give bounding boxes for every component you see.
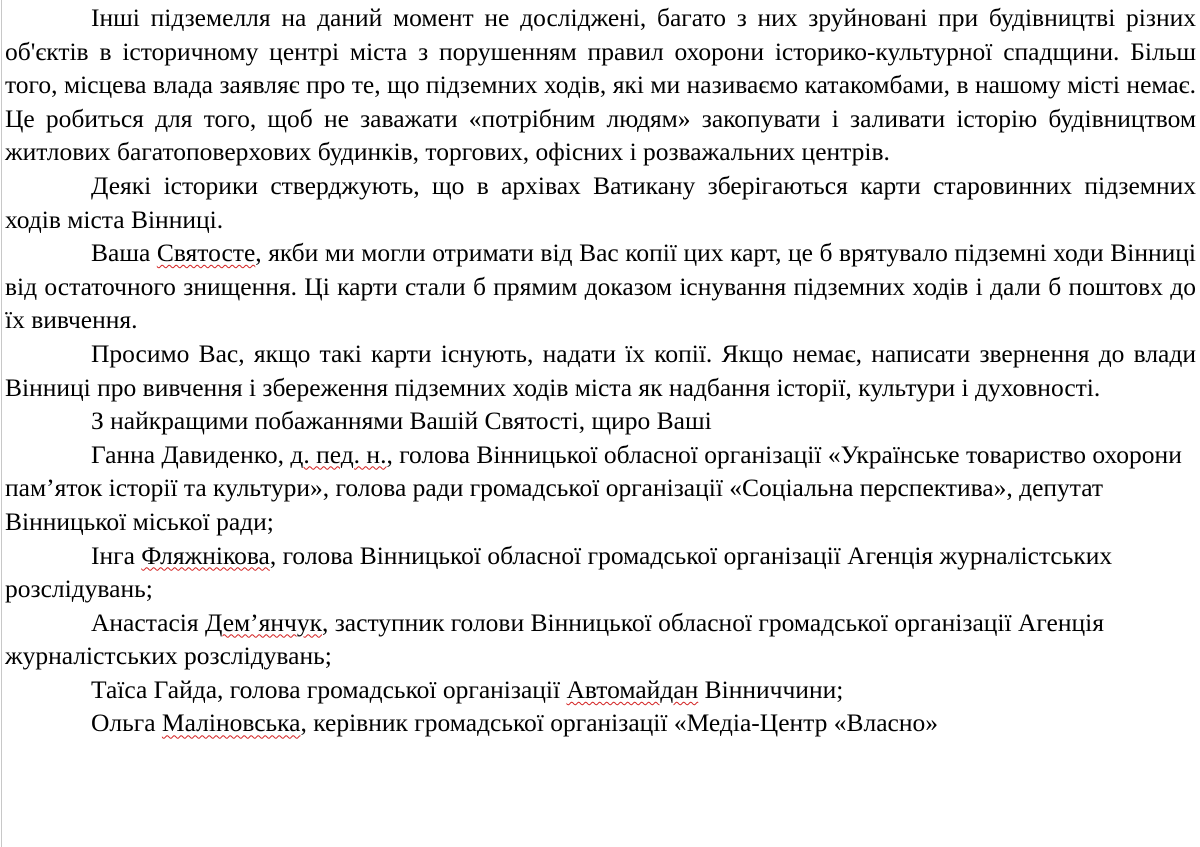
text-run: Деякі історики стверджують, що в архівах Ватикану зберігаються карти старовинних підземних ходів міста Вінниці. xyxy=(5,170,1196,234)
spellcheck-flagged-word[interactable]: Дем’янчук xyxy=(204,607,322,637)
text-run: З найкращими побажаннями Вашій Святості, щиро Ваші xyxy=(91,406,712,436)
text-run: Ваша xyxy=(91,238,157,268)
document-body[interactable] xyxy=(5,1,1196,740)
signatory-malinovska xyxy=(5,706,1196,740)
text-run: , голова Вінницької обласної громадської організації Агенція журналістських розслідувань; xyxy=(5,540,1113,604)
paragraph-please-provide-copies xyxy=(5,337,1196,404)
text-run: Таїса Гайда, голова громадської організації xyxy=(91,674,567,704)
text-run: Вінниччини; xyxy=(698,674,844,704)
text-run: Інші підземелля на даний момент не досліджені, багато з них зруйновані при будівництві різних об'єктів в історичному центрі міста з порушенням правил охорони історико-культурної спадщини. Більш того, місцева влада заявляє про те, що підземних ходів, які ми називаємо катакомбами, в нашому місті немає. Це робиться для того, щоб не заважати «потрібним людям» закопувати і заливати історію будівництвом житлових багатоповерхових будинків, торгових, офісних і розважальних центрів. xyxy=(5,3,1196,167)
text-run: , керівник громадської організації «Медіа-Центр «Власно» xyxy=(300,708,939,738)
signatory-fliazhnikova xyxy=(5,539,1196,606)
paragraph-underground-destruction xyxy=(5,1,1196,169)
page-edge-line xyxy=(1,0,2,847)
text-run: Ольга xyxy=(91,708,162,738)
text-run: , якби ми могли отримати від Вас копії цих карт, це б врятувало підземні ходи Вінниці від остаточного знищення. Ці карти стали б прямим доказом існування підземних ходів і дали б поштовх до їх вивчення. xyxy=(5,238,1196,335)
text-run: , голова Вінницької обласної організації «Українське товариство охорони пам’яток історії та культури», голова ради громадської організації «Соціальна перспектива», депутат Вінницької міської ради; xyxy=(5,439,1182,536)
spellcheck-flagged-word[interactable]: Святосте xyxy=(156,238,256,268)
spellcheck-flagged-word[interactable]: Маліновська xyxy=(161,708,301,738)
spellcheck-flagged-word[interactable]: д. пед. н. xyxy=(290,439,387,469)
text-run: Ганна Давиденко, xyxy=(91,439,291,469)
paragraph-request-maps xyxy=(5,236,1196,337)
text-run: , заступник голови Вінницької обласної громадської організації Агенція журналістських розслідувань; xyxy=(5,607,1104,671)
paragraph-vatican-archives xyxy=(5,169,1196,236)
closing-line xyxy=(5,404,1196,438)
signatory-demianchuk xyxy=(5,606,1196,673)
spellcheck-flagged-word[interactable]: Фляжнікова xyxy=(141,540,270,570)
signatory-haida xyxy=(5,673,1196,707)
text-run: Просимо Вас, якщо такі карти існують, надати їх копії. Якщо немає, написати звернення до влади Вінниці про вивчення і збереження підземних ходів міста як надбання історії, культури і духовності. xyxy=(5,338,1196,402)
text-run: Анастасія xyxy=(91,607,205,637)
text-run: Інга xyxy=(91,540,142,570)
signatory-davydenko xyxy=(5,438,1196,539)
spellcheck-flagged-word[interactable]: Автомайдан xyxy=(566,674,699,704)
